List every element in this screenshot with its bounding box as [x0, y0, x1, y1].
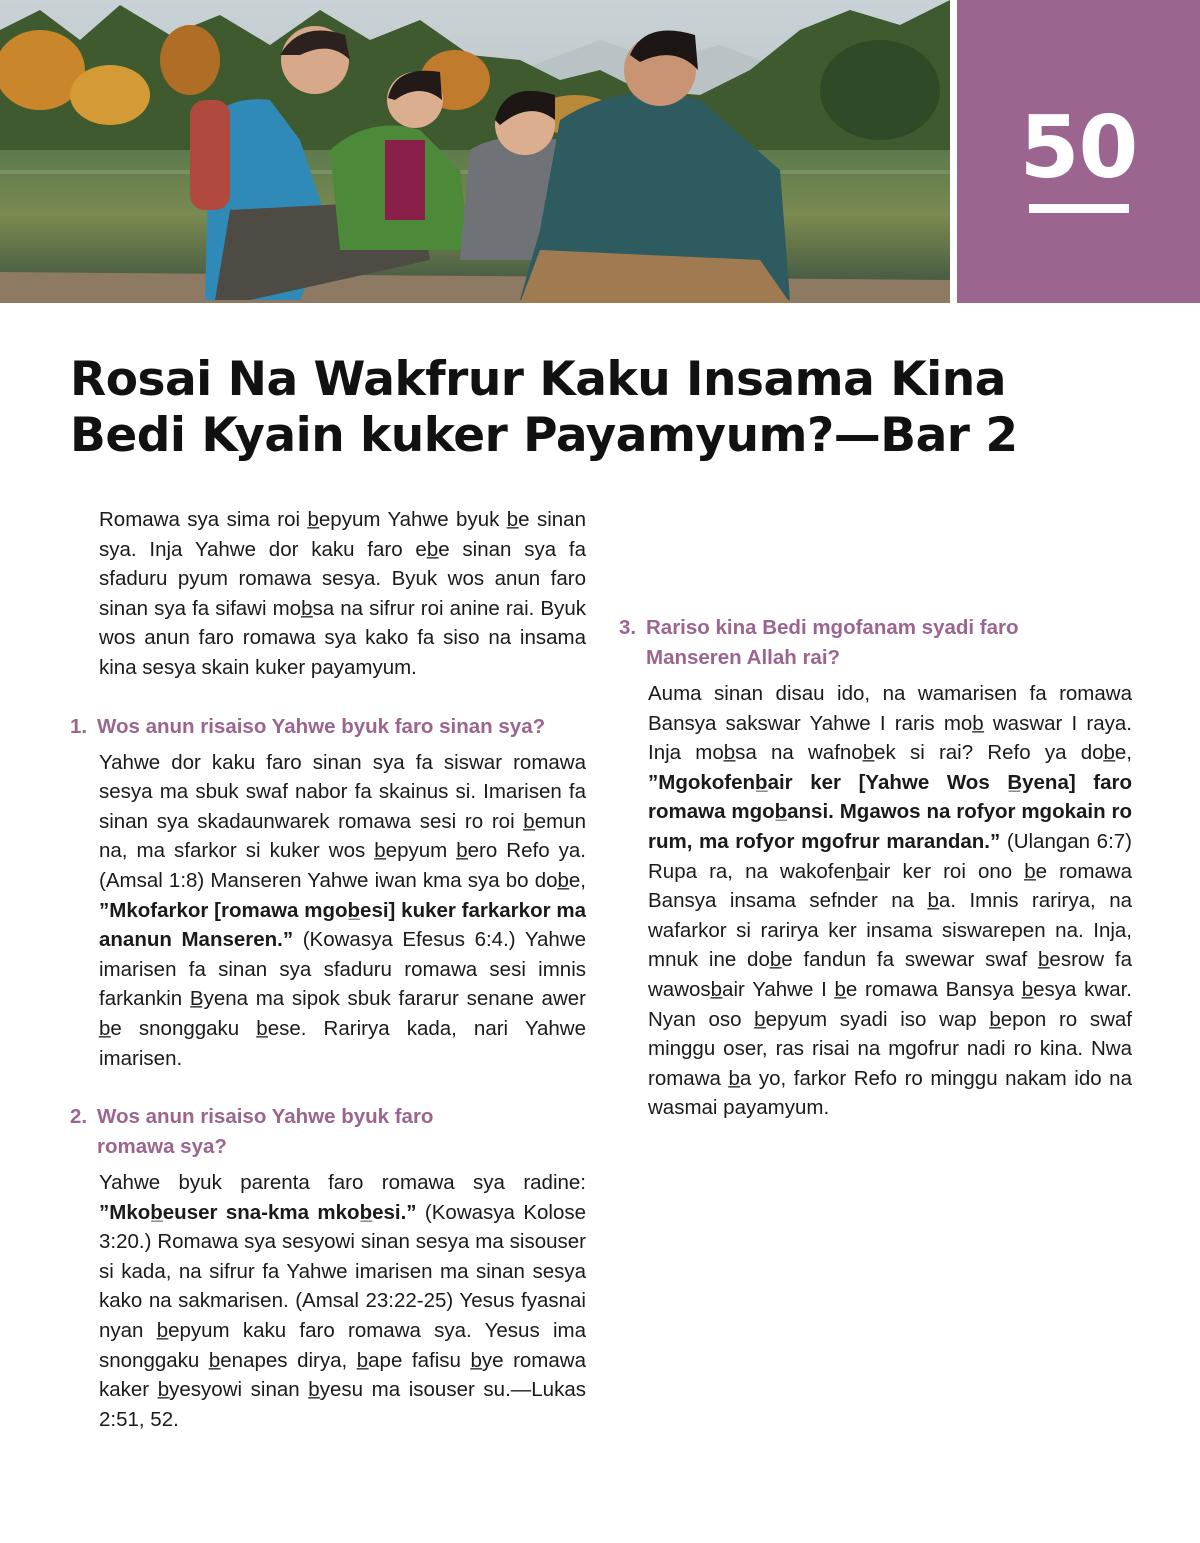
header-photo [0, 0, 950, 303]
question-1-heading [70, 712, 586, 742]
section-3-quote: ”Mgokofenb̲air ker [Yahwe Wos B̲yena] faro romawa mgob̲ansi. Mgawos na rofyor mgokain ro rum, ma rofyor mgofrur marandan.” [648, 770, 1132, 853]
family-by-lake-photo-icon [0, 0, 950, 303]
question-2-text [97, 1102, 586, 1162]
right-column [619, 505, 1132, 1123]
question-1-text: Wos anun risaiso Yahwe byuk faro sinan sya? [97, 714, 546, 738]
question-3-text-line-1: Rariso kina Bedi mgofanam syadi faro [646, 616, 1019, 639]
section-2-text-a: Yahwe byuk parenta faro romawa sya radine: [99, 1171, 586, 1195]
lesson-title [70, 352, 1150, 464]
lesson-number-underline [1029, 204, 1129, 213]
question-2-text-line-1: Wos anun risaiso Yahwe byuk faro [97, 1105, 434, 1129]
lesson-title-line-1: Rosai Na Wakfrur Kaku Insama Kina [70, 352, 1006, 407]
section-2-paragraph [70, 1168, 586, 1431]
lesson-title-line-2: Bedi Kyain kuker Payamyum?—Bar 2 [70, 408, 1018, 463]
section-1-paragraph [70, 748, 586, 1074]
section-1-quote: ”Mkofarkor [romawa mgob̲esi] kuker farkarkor ma ananun Manseren.” [99, 898, 586, 952]
section-1-text-a: Yahwe dor kaku faro sinan sya fa siswar romawa sesya ma sbuk swaf nabor fa skainus si. Imarisen fa sinan sya skadaunwarek romawa sesi ro roi b̲emun na, ma sfarkor si kuker wos b̲epyum b̲ero Refo ya. (Amsal 1:8) Manseren Yahwe iwan kma sya bo dob̲e, [99, 750, 586, 892]
question-3-heading [619, 613, 1132, 673]
section-3-text-a: Auma sinan disau ido, na wamarisen fa romawa Bansya sakswar Yahwe I raris mob̲ waswar I raya. Inja mob̲sa na wafnob̲ek si rai? Refo ya dob̲e, [648, 682, 1132, 765]
section-3-text-b: (Ulangan 6:7) Rupa ra, na wakofenb̲air ker roi ono b̲e romawa Bansya insama sefnder na b̲a. Imnis rarirya, na wafarkor si rarirya ker insama siswarepen na. Inja, mnuk ine dob̲e fandun fa swewar swaf b̲esrow fa wawosb̲air Yahwe I b̲e romawa Bansya b̲esya kwar. Nyan oso b̲epyum syadi iso wap b̲epon ro swaf minggu oser, ras risai na mgofrur nadi ro kina. Nwa romawa b̲a yo, farkor Refo ro minggu nakam ido na wasmai payamyum. [648, 829, 1132, 1120]
left-column [70, 505, 586, 1431]
question-1-number: 1. [70, 714, 88, 738]
question-2-text-line-2: romawa sya? [97, 1135, 227, 1159]
question-3-number: 3. [619, 616, 637, 639]
intro-paragraph: Romawa sya sima roi b̲epyum Yahwe byuk b̲e sinan sya. Inja Yahwe dor kaku faro eb̲e sinan sya fa sfaduru pyum romawa sesya. Byuk wos anun faro sinan sya fa sifawi mob̲sa na sifrur roi anine rai. Byuk wos anun faro romawa sya kako fa siso na insama kina sesya skain kuker payamyum. [99, 508, 586, 679]
question-3-text [646, 613, 1132, 673]
section-1-text-b: (Kowasya Efesus 6:4.) Yahwe imarisen fa sinan sya sfaduru romawa sesi imnis farkankin B̲yena ma sipok sbuk fararur senane awer b̲e snonggaku b̲ese. Rarirya kada, nari Yahwe imarisen. [99, 928, 586, 1070]
lesson-number: 50 [1019, 98, 1138, 198]
section-3-paragraph [619, 679, 1132, 1123]
section-2-text-b: (Kowasya Kolose 3:20.) Romawa sya sesyowi sinan sesya ma sisouser si kada, na sifrur fa Yahwe imarisen ma sinan sesya kako na sakmarisen. (Amsal 23:22-25) Yesus fyasnai nyan b̲epyum kaku faro romawa sya. Yesus ima snonggaku b̲enapes dirya, b̲ape fafisu b̲ye romawa kaker b̲yesyowi sinan b̲yesu ma isouser su.—Lukas 2:51, 52. [99, 1200, 586, 1431]
question-2-heading [70, 1102, 586, 1162]
section-2-quote: ”Mkob̲euser sna-kma mkob̲esi.” [99, 1200, 417, 1224]
question-2-number: 2. [70, 1105, 88, 1129]
question-3-text-line-2: Manseren Allah rai? [646, 646, 841, 669]
lesson-badge [957, 0, 1200, 303]
